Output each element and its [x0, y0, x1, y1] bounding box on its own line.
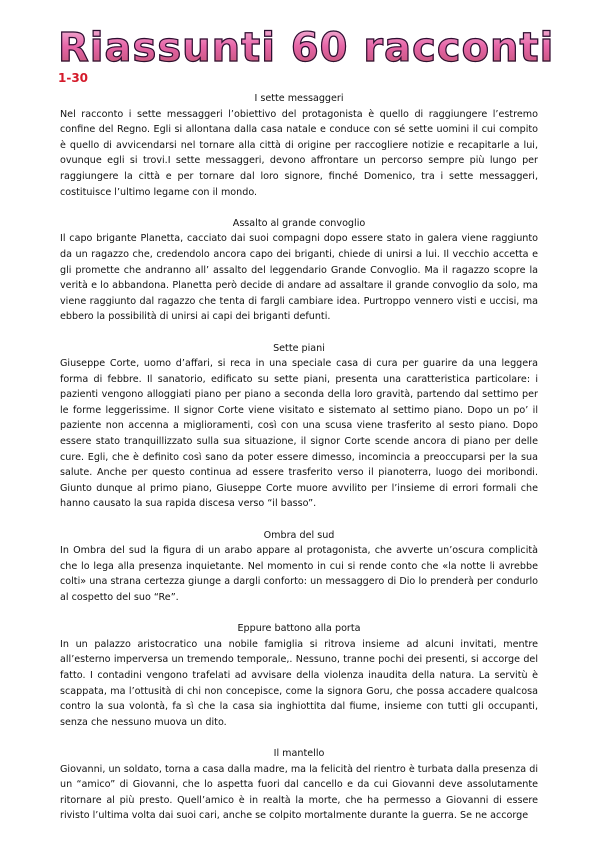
- section-sette-piani: [60, 341, 538, 513]
- section-title: Assalto al grande convoglio: [232, 217, 366, 229]
- section-assalto-grande-convoglio: [60, 216, 538, 325]
- section-il-mantello: [60, 746, 538, 824]
- section-eppure-battono: [60, 621, 538, 730]
- section-title: Il mantello: [273, 747, 325, 759]
- section-title: Sette piani: [273, 342, 325, 354]
- section-title: Ombra del sud: [263, 529, 335, 541]
- section-paragraph: Giuseppe Corte, uomo d’affari, si reca in una speciale casa di cura per guarire da una leggera forma di febbre. Il sanatorio, edificato su sette piani, presenta una caratteristica particolare: i pazienti vengono alloggiati piano per piano a seconda della loro gravità, partendo dal settimo per le forme leggerissime. Il signor Corte viene visitato e sistemato al settimo piano. Dopo un po’ il paziente non accenna a miglioramenti, così con una scusa viene trasferito al sesto piano. Dopo essere stato tranquillizzato sulla sua situazione, il signor Corte scende ancora di piano per delle cure. Egli, che è definito così sano da poter essere dimesso, incomincia a preoccuparsi per la sua salute. Anche per questo continua ad essere trasferito verso il pianoterra, luogo dei moribondi. Giunto dunque al primo piano, Giuseppe Corte muore avvilito per l’insieme di errori formali che hanno causato la sua rapida discesa verso “il basso”.: [60, 358, 538, 510]
- document-title: Riassunti 60 racconti: [58, 25, 555, 71]
- section-paragraph: Il capo brigante Planetta, cacciato dai suoi compagni dopo essere stato in galera viene raggiunto da un ragazzo che, credendolo ancora capo dei briganti, chiede di unirsi a lui. Il vecchio accetta e gli promette che andranno all’ assalto del leggendario Grande Convoglio. Ma il ragazzo scopre la verità e lo abbandona. Planetta però decide di andare ad assaltare il grande convoglio da solo, ma viene raggiunto dal ragazzo che tenta di fargli cambiare idea. Purtroppo vennero visti e uccisi, ma ebbero la possibilità di unirsi ai capi dei briganti defunti.: [60, 233, 538, 323]
- section-sette-messaggeri: [60, 91, 538, 200]
- section-ombra-del-sud: [60, 528, 538, 606]
- section-paragraph: In Ombra del sud la figura di un arabo appare al protagonista, che avverte un’oscura complicità che lo lega alla presenza inquietante. Nel momento in cui si rende conto che «la notte li avrebbe colti» una strana certezza giunge a dargli conforto: un messaggero di Dio lo prenderà per condurlo al cospetto del suo “Re”.: [60, 545, 538, 603]
- section-paragraph: In un palazzo aristocratico una nobile famiglia si ritrova insieme ad alcuni invitati, mentre all’esterno imperversa un tremendo temporale,. Nessuno, tranne pochi dei presenti, si accorge del fatto. I contadini vengono trafelati ad avvisare della violenza inaudita della natura. La servitù è scappata, ma l’ottusità di chi non concepisce, come la signora Goru, che possa accadere qualcosa contro la sua volontà, fa sì che la casa sia inghiottita dal fiume, insieme con tutti gli occupanti, senza che nessuno muova un dito.: [60, 638, 538, 728]
- document-subtitle: 1-30: [58, 71, 89, 85]
- document-body: [60, 91, 538, 840]
- section-paragraph: Nel racconto i sette messaggeri l’obiettivo del protagonista è quello di raggiungere l’estremo confine del Regno. Egli si allontana dalla casa natale e conduce con sé sette uomini il cui compito è quello di avvicendarsi nel tornare alla città di origine per raccogliere notizie e recapitarle a lui, ovunque egli si trovi.I sette messaggeri, devono affrontare un percorso sempre più lungo per raggiungere la città e per tornare dal loro signore, finché Domenico, tra i sette messaggeri, costituisce l’ultimo legame con il mondo.: [60, 108, 538, 198]
- section-title: Eppure battono alla porta: [237, 623, 361, 635]
- section-title: I sette messaggeri: [254, 93, 344, 104]
- section-paragraph: Giovanni, un soldato, torna a casa dalla madre, ma la felicità del rientro è turbata dalla presenza di un “amico” di Giovanni, che lo aspetta fuori dal cancello e da cui Giovanni deve assolutamente ritornare al più presto. Quell’amico è in realtà la morte, che ha permesso a Giovanni di essere rivisto l’ultima volta dai suoi cari, anche se colpito mortalmente durante la guerra. Se ne accorge: [60, 763, 538, 822]
